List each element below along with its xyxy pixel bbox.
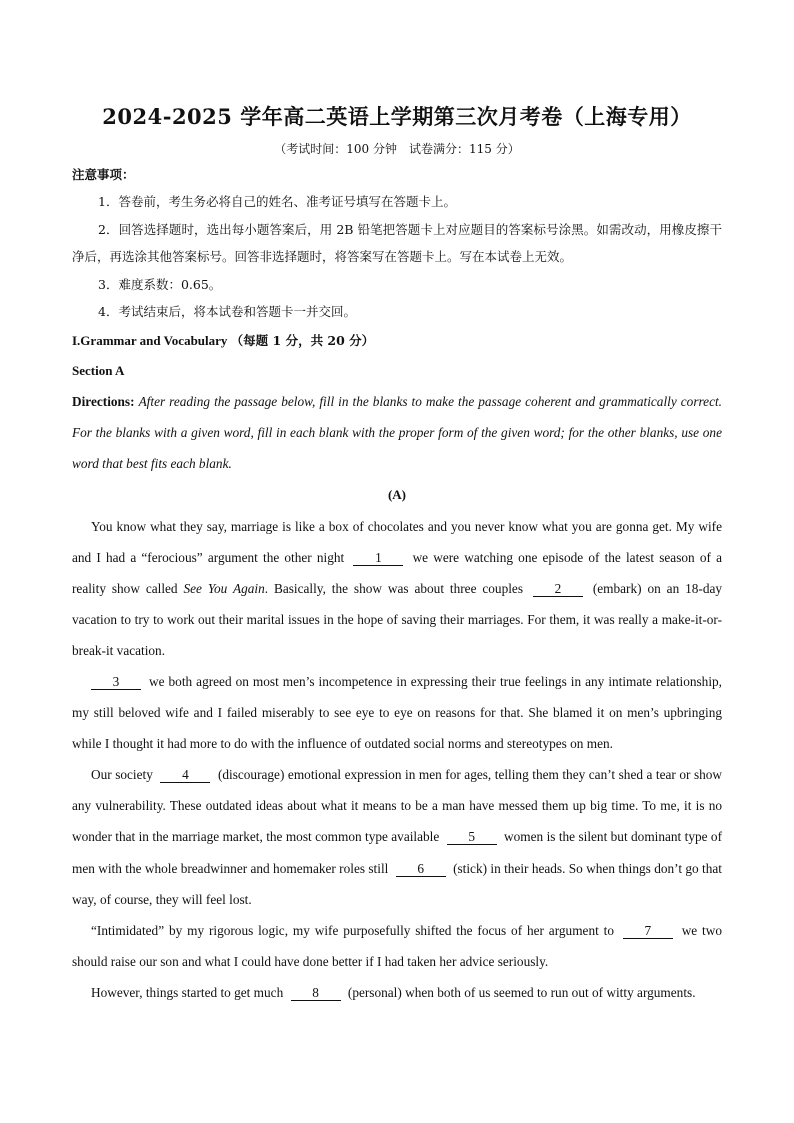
word-hint: (personal) [347, 984, 402, 1000]
passage-text: emotional expression in men for ages, telling them they can’t shed a tear or show any vulnerability. These outdated ideas about what it means to be a man have messed them up big time. To me, it is no wonder that in the marriage market, the most common type available [72, 767, 723, 845]
passage-text: However, things started to get much [91, 984, 284, 1000]
passage-text: we were watching one episode of the latest season of a reality show called [72, 549, 722, 596]
section-heading: Section A [72, 362, 125, 378]
passage-paragraph [72, 915, 722, 977]
notice-item: 4．考试结束后，将本试卷和答题卡一并交回。 [98, 304, 356, 319]
passage-text: You know what they say, marriage is like a box of chocolates and you never know what you are gonna get. My wife and I had a “ferocious” argument the other night [72, 518, 722, 565]
passage-paragraph [72, 759, 722, 914]
show-name: See You Again [183, 580, 265, 596]
directions-text: After reading the passage below, fill in the blanks to make the passage coherent and grammatically correct. For the blanks with a given word, fill in each blank with the proper form of the given word; for the other blanks, use one word that best fits each blank. [72, 393, 722, 471]
blank-1: 1 [353, 551, 403, 566]
blank-2: 2 [533, 582, 583, 597]
passage-paragraph [72, 511, 722, 666]
passage-text: “Intimidated” by my rigorous logic, my wife purposefully shifted the focus of her argument to [91, 922, 614, 938]
passage-text: . Basically, the show was about three couples [264, 580, 524, 596]
blank-7: 7 [623, 924, 673, 939]
passage-text: in their heads. So when things don’t go that way, of course, they will feel lost. [72, 860, 722, 907]
exam-subtitle: （考试时间：100 分钟 试卷满分：115 分） [274, 142, 520, 156]
passage-text: when both of us seemed to run out of witty arguments. [405, 984, 696, 1000]
notice-item: 3．难度系数：0.65。 [98, 276, 222, 292]
passage-text: we both agreed on most men’s incompetence in expressing their true feelings in any intimate relationship, my still beloved wife and I failed miserably to see eye to eye on reasons for that. She blamed it on men’s upbringing while I thought it had more to do with the influence of outdated social norms and stereotypes on men. [72, 673, 723, 752]
part-points: （每题 1 分，共 20 分） [230, 332, 375, 348]
exam-title: 2024-2025 学年高二英语上学期第三次月考卷（上海专用） [102, 104, 692, 129]
word-hint: (stick) [453, 860, 488, 876]
directions [72, 386, 722, 479]
part-heading-text: I.Grammar and Vocabulary [72, 332, 228, 348]
passage-paragraph [72, 666, 722, 759]
word-hint: (embark) [592, 580, 642, 596]
passage-paragraph [72, 977, 722, 1008]
blank-5: 5 [447, 830, 497, 845]
notice-item: 1．答卷前，考生务必将自己的姓名、准考证号填写在答题卡上。 [98, 194, 456, 209]
exam-page [72, 100, 722, 1008]
notice-item: 2．回答选择题时，选出每小题答案后，用 2B 铅笔把答题卡上对应题目的答案标号涂黑。如需改动，用橡皮擦干净后，再选涂其他答案标号。回答非选择题时，将答案写在答题卡上。写在本试卷上无效。 [72, 221, 722, 264]
passage-title: (A) [387, 486, 407, 502]
blank-3: 3 [91, 675, 141, 690]
passage-text: Our society [91, 767, 153, 783]
directions-label: Directions: [72, 393, 135, 409]
passage-text: on an 18-day vacation to try to work out their marital issues in the hope of saving their marriages. For them, it was really a make-it-or-break-it vacation. [72, 580, 723, 658]
blank-6: 6 [396, 862, 446, 877]
notice-heading: 注意事项： [72, 167, 135, 182]
blank-4: 4 [160, 768, 210, 783]
passage-text: women is the silent but dominant type of men with the whole breadwinner and homemaker roles still [72, 829, 722, 876]
blank-8: 8 [291, 986, 341, 1001]
part-heading [72, 326, 722, 356]
word-hint: (discourage) [217, 767, 285, 783]
passage-text: we two should raise our son and what I could have done better if I had taken her advice seriously. [72, 922, 723, 969]
